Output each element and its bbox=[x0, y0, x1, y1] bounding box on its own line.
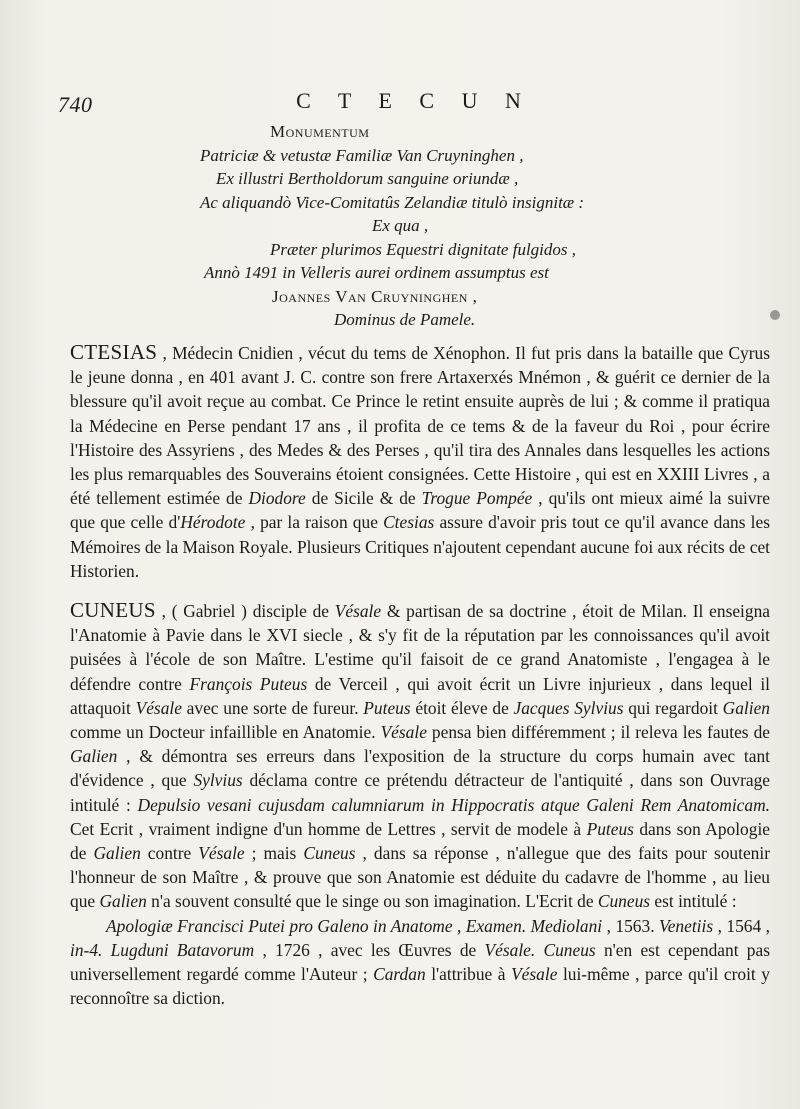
inscription-line: Ac aliquandò Vice-Comitatûs Zelandiæ titulò insignitæ : bbox=[200, 192, 585, 212]
citation-body bbox=[70, 916, 770, 1009]
citation-paragraph bbox=[70, 914, 770, 1011]
monument-inscription bbox=[120, 120, 640, 332]
italic-text: Vésale bbox=[135, 697, 182, 718]
text-run: dans son Apologie de bbox=[70, 818, 770, 864]
entry-paragraph bbox=[70, 340, 770, 583]
italic-text: Cardan bbox=[373, 964, 426, 985]
italic-text: Vésale bbox=[334, 601, 382, 621]
italic-text: Trogue Pompée bbox=[421, 488, 533, 509]
inscription-line: Annò 1491 in Velleris aurei ordinem assumptus est bbox=[204, 263, 549, 282]
ink-spot bbox=[770, 310, 780, 320]
inscription-line: Ex illustri Bertholdorum sanguine oriundæ , bbox=[216, 169, 519, 188]
text-run: & partisan de sa doctrine , étoit de Milan. Il enseigna l'Anatomie à Pavie dans le XVI siecle , & s'y fit de la réputation par les connoissances qu'il avoit puisées à l'école de son Maître. L'estime qu'il faisoit de ce grand Anatomiste , l'engagea à le défendre contre bbox=[70, 601, 770, 694]
text-run: comme un Docteur infaillible en Anatomie. bbox=[70, 722, 381, 743]
page-number: 740 bbox=[58, 92, 93, 117]
headword: CTESIAS bbox=[70, 340, 158, 364]
text-run: lui-même , parce qu'il croit y reconnoître sa diction. bbox=[70, 964, 770, 1009]
italic-text: Puteus bbox=[586, 818, 634, 839]
inscription-line: Monumentum bbox=[270, 122, 370, 141]
italic-text: Galien bbox=[93, 843, 141, 864]
entry-cuneus bbox=[70, 598, 770, 1010]
headword: CUNEUS bbox=[70, 598, 156, 622]
inscription-line: Patriciæ & vetustæ Familiæ Van Cruyninghen , bbox=[200, 145, 524, 165]
italic-text: Diodore bbox=[248, 488, 306, 509]
italic-text: Hérodote bbox=[180, 512, 246, 533]
inscription-line: Præter plurimos Equestri dignitate fulgidos , bbox=[270, 239, 577, 259]
italic-text: Puteus bbox=[363, 697, 411, 718]
entry-body bbox=[70, 601, 770, 911]
italic-text: Vésale bbox=[380, 722, 427, 743]
text-run: Cet Ecrit , vraiment indigne d'un homme de Lettres , servit de modele à bbox=[70, 818, 587, 839]
italic-text: Cuneus bbox=[597, 891, 651, 912]
italic-text: François Puteus bbox=[189, 673, 308, 694]
italic-text: Jacques Sylvius bbox=[513, 697, 624, 718]
text-run: , 1563. bbox=[602, 915, 660, 936]
text-run bbox=[535, 940, 543, 960]
text-run: , & démontra ses erreurs dans l'exposition de la structure du corps humain avec tant d'évidence , que bbox=[70, 746, 770, 791]
entry-paragraph bbox=[70, 598, 770, 914]
entry-ctesias bbox=[70, 340, 770, 583]
text-run: assure d'avoir pris tout ce qu'il avance dans les Mémoires de la Maison Royale. Plusieurs Critiques n'ajoutent cependant aucune foi aux récits de cet Historien. bbox=[70, 512, 771, 581]
text-run: , 1726 , avec les Œuvres de bbox=[254, 939, 485, 960]
italic-text: Apologiæ Francisci Putei pro Galeno in Anatome , Examen. Mediolani bbox=[106, 915, 603, 936]
text-run: , qu'ils ont mieux aimé la suivre que que celle d' bbox=[70, 488, 770, 533]
text-run: , ( Gabriel ) disciple de bbox=[155, 601, 335, 621]
italic-text: Depulsio vesani cujusdam calumniarum in Hippocratis atque Galeni Rem Anatomicam. bbox=[137, 794, 770, 815]
text-run: , dans sa réponse , n'allegue que des faits pour soutenir l'honneur de son Maître , & prouve que son Anatomie est déduite du cadavre de l'homme , au lieu que bbox=[70, 843, 770, 912]
text-run: est intitulé : bbox=[650, 891, 737, 912]
italic-text: Galien bbox=[99, 891, 147, 912]
italic-text: Vésale bbox=[511, 964, 558, 985]
italic-text: Galien bbox=[70, 746, 118, 767]
italic-text: Vésale. bbox=[484, 939, 536, 960]
text-run: n'en est cependant pas universellement regardé comme l'Auteur ; bbox=[70, 939, 770, 985]
page-header bbox=[58, 88, 770, 118]
italic-text: Venetiis bbox=[659, 915, 714, 936]
entry-body bbox=[70, 343, 770, 581]
text-run: pensa bien différemment ; il releva les fautes de bbox=[426, 722, 770, 743]
italic-text: in-4. Lugduni Batavorum bbox=[70, 939, 255, 960]
text-run: contre bbox=[140, 843, 199, 864]
text-run: qui regardoit bbox=[623, 697, 723, 718]
text-run: avec une sorte de fureur. bbox=[181, 697, 364, 718]
italic-text: Cuneus bbox=[303, 843, 356, 864]
text-run: , 1564 , bbox=[713, 915, 770, 936]
text-run: , par la raison que bbox=[245, 512, 384, 533]
text-run: de Verceil , qui avoit écrit un Livre injurieux , dans lequel il attaquoit bbox=[70, 673, 770, 718]
italic-text: Galien bbox=[722, 697, 771, 718]
inscription-line: Joannes Van Cruyninghen , bbox=[272, 286, 478, 306]
text-run: de Sicile & de bbox=[305, 488, 422, 509]
italic-text: Cuneus bbox=[543, 939, 596, 960]
text-run: déclama contre ce prétendu détracteur de l'antiquité , dans son Ouvrage intitulé : bbox=[70, 770, 770, 815]
running-title: C T E C U N bbox=[296, 88, 532, 113]
italic-text: Ctesias bbox=[383, 512, 435, 533]
italic-text: Vésale bbox=[198, 843, 245, 864]
text-run: n'a souvent consulté que le singe ou son imagination. L'Ecrit de bbox=[146, 891, 598, 912]
text-run: étoit éleve de bbox=[410, 697, 514, 718]
italic-text: Sylvius bbox=[193, 770, 243, 791]
text-run: , Médecin Cnidien , vécut du tems de Xénophon. Il fut pris dans la bataille que Cyrus le jeune donna , en 401 avant J. C. contre son frere Artaxerxés Mnémon , & guérit ce dernier de la blessure qu'il avoit reçue au combat. Ce Prince le retint ensuite auprès de lui ; & comme il pratiqua la Médecine en Perse pendant 17 ans , il profita de ce tems & de la faveur du Roi , pour écrire l'Histoire des Assyriens , des Medes & des Perses , qu'il tira des Annales dans lesquelles les actions les plus remarquables des Souverains étoient consignées. Cette Histoire , qui est en XXIII Livres , a été tellement estimée de bbox=[70, 343, 770, 509]
inscription-line: Dominus de Pamele. bbox=[334, 310, 476, 329]
text-run: ; mais bbox=[244, 843, 304, 864]
text-run: l'attribue à bbox=[425, 964, 512, 985]
inscription-line: Ex qua , bbox=[372, 216, 429, 235]
